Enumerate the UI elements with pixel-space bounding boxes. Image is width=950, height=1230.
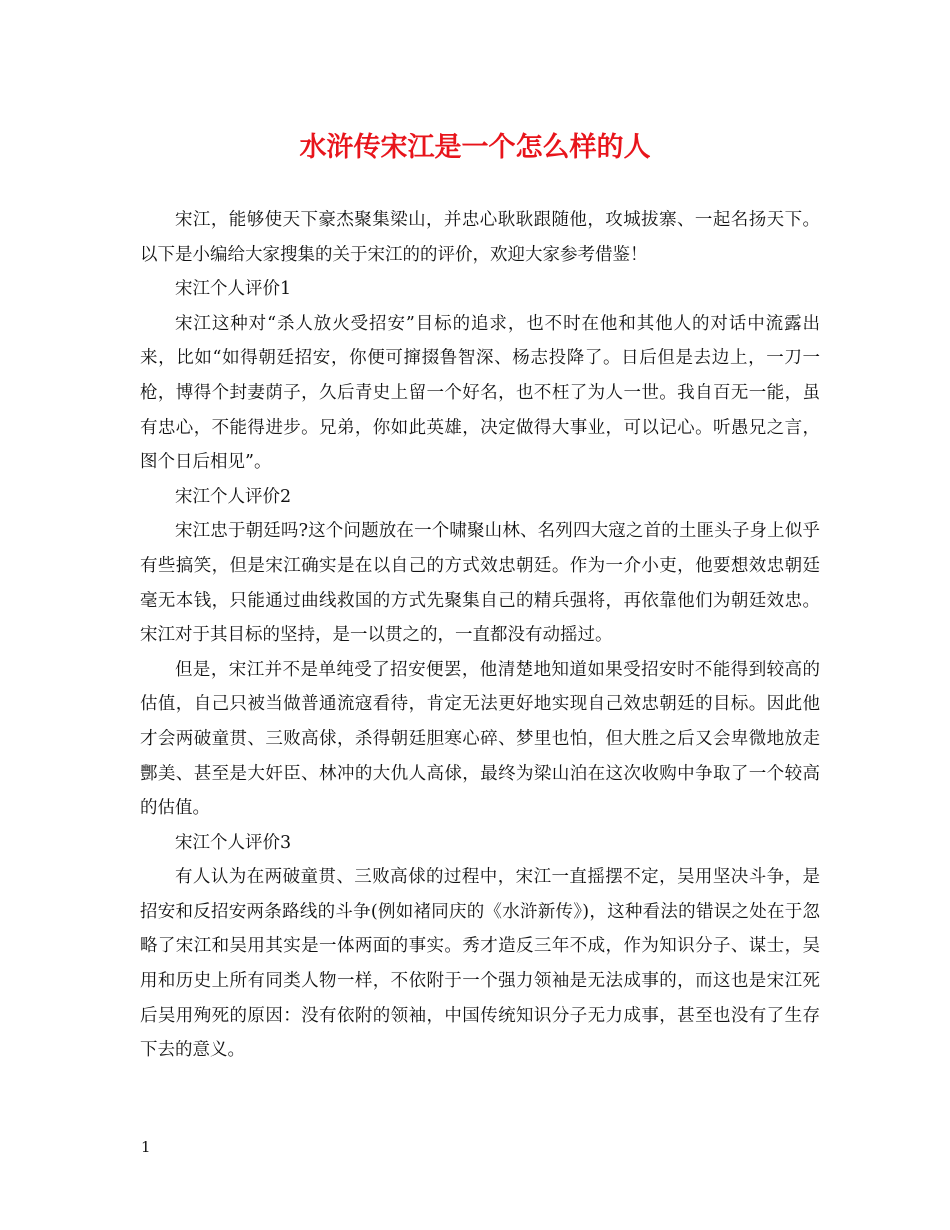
section-heading-3: 宋江个人评价3: [175, 832, 292, 853]
section-2-paragraph-1: 宋江忠于朝廷吗?这个问题放在一个啸聚山林、名列四大寇之首的土匪头子身上似乎有些搞笑，但是宋江确实是在以自己的方式效忠朝廷。作为一介小吏，他要想效忠朝廷毫无本钱，只能通过曲线救国的方式先聚集自己的精兵强将，再依靠他们为朝廷效忠。宋江对于其目标的坚持，是一以贯之的，一直都没有动摇过。: [140, 521, 820, 646]
document-body: [140, 203, 820, 1068]
section-3-paragraph: 有人认为在两破童贯、三败高俅的过程中，宋江一直摇摆不定，吴用坚决斗争，是招安和反招安两条路线的斗争(例如褚同庆的《水浒新传》)，这种看法的错误之处在于忽略了宋江和吴用其实是一体两面的事实。秀才造反三年不成，作为知识分子、谋士，吴用和历史上所有同类人物一样，不依附于一个强力领袖是无法成事的，而这也是宋江死后吴用殉死的原因：没有依附的领袖，中国传统知识分子无力成事，甚至也没有了生存下去的意义。: [140, 867, 820, 1061]
intro-paragraph: 宋江，能够使天下豪杰聚集梁山，并忠心耿耿跟随他，攻城拔寨、一起名扬天下。以下是小编给大家搜集的关于宋江的的评价，欢迎大家参考借鉴！: [140, 210, 820, 265]
section-2-paragraph-2: 但是，宋江并不是单纯受了招安便罢，他清楚地知道如果受招安时不能得到较高的估值，自己只被当做普通流寇看待，肯定无法更好地实现自己效忠朝廷的目标。因此他才会两破童贯、三败高俅，杀得朝廷胆寒心碎、梦里也怕，但大胜之后又会卑微地放走酆美、甚至是大奸臣、林冲的大仇人高俅，最终为梁山泊在这次收购中争取了一个较高的估值。: [140, 659, 820, 819]
section-heading-1: 宋江个人评价1: [175, 279, 292, 300]
section-heading-2: 宋江个人评价2: [175, 486, 292, 507]
section-1-paragraph: 宋江这种对“杀人放火受招安”目标的追求，也不时在他和其他人的对话中流露出来，比如“如得朝廷招安，你便可撺掇鲁智深、杨志投降了。日后但是去边上，一刀一枪，博得个封妻荫子，久后青史上留一个好名，也不枉了为人一世。我自百无一能，虽有忠心，不能得进步。兄弟，你如此英雄，决定做得大事业，可以记心。听愚兄之言，图个日后相见”。: [140, 313, 820, 473]
page-number: 1: [141, 1138, 151, 1156]
document-title: 水浒传宋江是一个怎么样的人: [299, 132, 651, 163]
